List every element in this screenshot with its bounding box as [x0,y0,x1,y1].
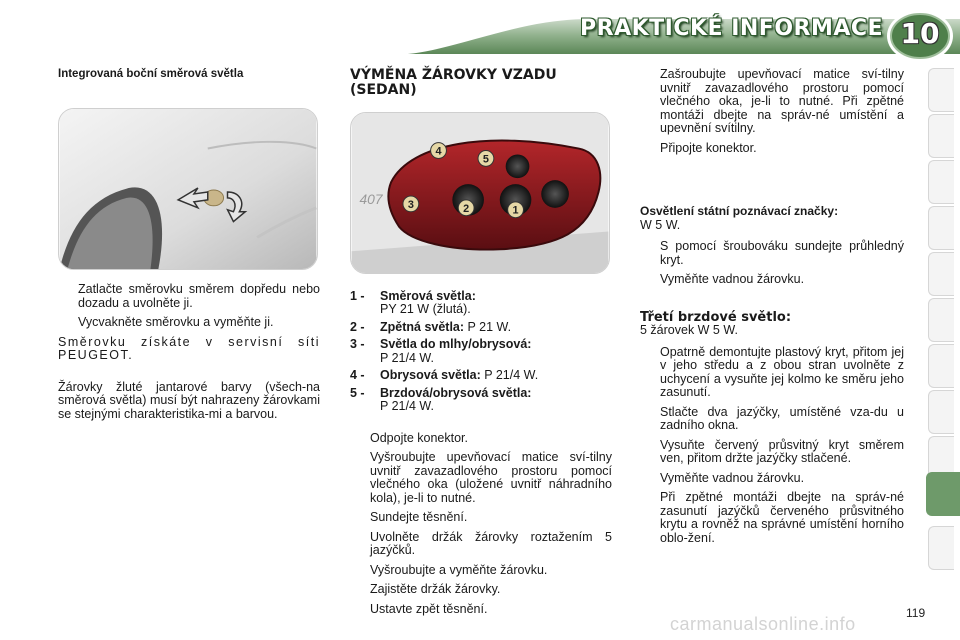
svg-text:407: 407 [359,190,383,207]
bullet-item: S pomocí šroubováku sundejte průhledný kryt. [660,239,904,267]
page-number: 119 [906,606,926,620]
chapter-tab[interactable] [928,206,954,250]
svg-text:1: 1 [512,204,519,217]
chapter-number: 10 [900,17,940,50]
side-indicator-photo [58,108,318,270]
lamp-callout-1 [508,202,524,218]
bullet-item: Zajistěte držák žárovky. [370,582,501,596]
bullet-item: Vyměňte vadnou žárovku. [660,470,805,485]
bullet-item: Stlačte dva jazýčky, umístěné vza-du u zadního okna. [660,404,904,432]
chapter-tab[interactable] [928,160,954,204]
section-heading-third-brake-light: Třetí brzdové světlo: [640,309,792,325]
bullet-item: Při zpětné montáži dbejte na správ-né zasunutí jazýčků červeného průsvitného krytu a rovněž na správné umístění horního oblo-žení. [660,490,904,545]
bullet-item: Vyměňte vadnou žárovku. [660,272,805,286]
column-side-indicators [58,68,320,427]
bullet-item: Vyšroubujte upevňovací matice sví-tilny uvnitř zavazadlového prostoru pomocí vlečného oka (uložené uvnitř náhradního kola), je-li to nutné. [370,450,612,505]
paragraph-amber-bulbs: Žárovky žluté jantarové barvy (všech-na směrová světla) musí být nahrazeny žárovkami se stejnými charakteristika-mi a barvou. [58,379,320,421]
chapter-tab[interactable] [928,298,954,342]
paragraph-service-network: Směrovku získáte v servisní síti PEUGEOT. [58,334,320,362]
bulb-spec-item: 2 - Zpětná světla: P 21 W. [350,319,512,334]
chapter-tab-active[interactable] [926,472,960,516]
lamp-callout-4 [431,143,447,159]
brake-bulb-spec: 5 žárovek W 5 W. [640,323,738,337]
svg-text:2: 2 [463,202,470,215]
chapter-tab[interactable] [928,68,954,112]
column-rear-bulbs [350,68,612,622]
section-heading-side-indicators: Integrovaná boční směrová světla [58,68,244,80]
svg-text:4: 4 [435,145,442,158]
rear-lamp-photo [350,112,610,274]
bullet-item: Vysuňte červený průsvitný kryt směrem ven, přitom držte jazýčky stlačené. [660,437,904,465]
chapter-tab[interactable] [928,114,954,158]
bullet-item: Opatrně demontujte plastový kryt, přitom jej v jeho středu a z obou stran uvolněte z uchycení a vysuňte jej kolmo ke směru jeho zasunutí. [660,344,904,399]
chapter-tab[interactable] [928,390,954,434]
bulb-spec-item: 4 - Obrysová světla: P 21/4 W. [350,368,539,382]
column-plate-and-brake [640,68,904,551]
lamp-callout-5 [478,151,494,167]
bullet-item: Zatlačte směrovku směrem dopředu nebo dozadu a uvolněte ji. [78,282,320,310]
bulb-spec-item: 3 - Světla do mlhy/obrysová: P 21/4 W. [350,337,532,365]
page-header-title: PRAKTICKÉ INFORMACE [580,16,884,41]
bullet-item: Uvolněte držák žárovky roztažením 5 jazýčků. [370,529,612,557]
plate-bulb-spec: W 5 W. [640,217,681,232]
svg-text:5: 5 [482,153,489,166]
watermark[interactable]: carmanualsonline.info [670,614,856,634]
bullet-item: Vycvakněte směrovku a vyměňte ji. [78,315,274,329]
section-heading-rear-bulbs: VÝMĚNA ŽÁROVKY VZADU (SEDAN) [350,67,557,98]
chapter-tab[interactable] [928,252,954,296]
bullet-item: Vyšroubujte a vyměňte žárovku. [370,562,548,577]
bullet-item: Sundejte těsnění. [370,510,468,524]
bulb-spec-item: 1 - Směrová světla: PY 21 W (žlutá). [350,288,476,316]
bullet-item: Ustavte zpět těsnění. [370,601,488,616]
lamp-callout-3 [403,196,419,212]
section-heading-plate-light: Osvětlení státní poznávací značky: [640,204,839,218]
bullet-item: Zašroubujte upevňovací matice sví-tilny uvnitř zavazadlového prostoru pomocí vlečného oka, je-li to nutné. Při zpětné montáži dbejte na správ-né umístění a upevnění svítilny. [660,67,904,135]
bulb-spec-item: 5 - Brzdová/obrysová světla: P 21/4 W. [350,385,532,413]
bullet-item: Odpojte konektor. [370,430,468,445]
lamp-callout-2 [458,200,474,216]
bullet-item: Připojte konektor. [660,140,757,155]
svg-text:3: 3 [407,198,414,211]
chapter-tab[interactable] [928,526,954,570]
chapter-tab[interactable] [928,344,954,388]
